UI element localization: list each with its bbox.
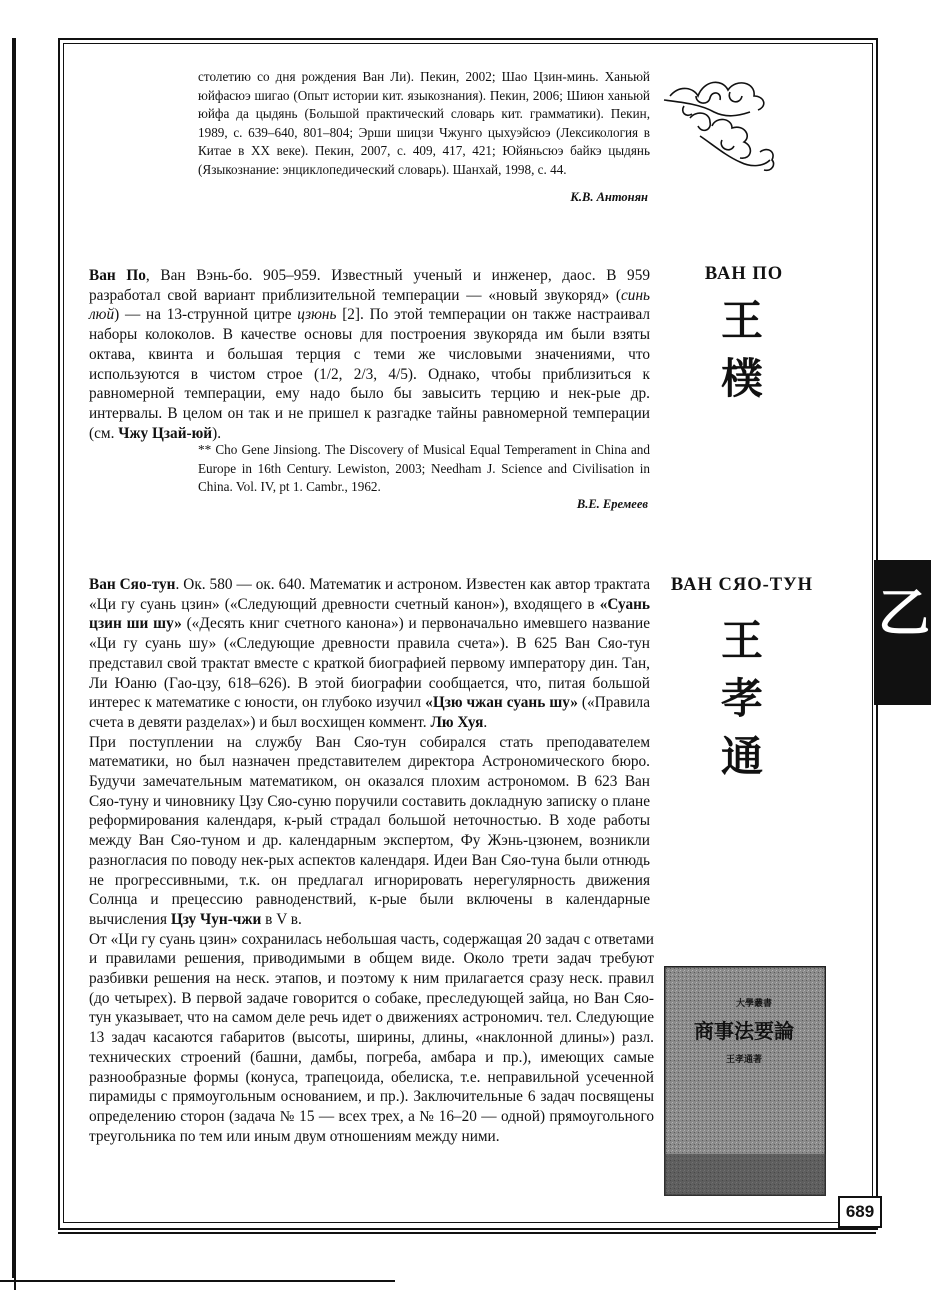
binding-line-taper	[14, 1262, 16, 1290]
cross-reference-link[interactable]: «Цзю чжан суань шу»	[425, 694, 578, 712]
page-number: 689	[838, 1196, 882, 1228]
entry-paragraph: От «Ци гу суань цзин» сохранилась небольшая часть, содержащая 20 задач с ответами и правилами решения, приводимыми в общем виде. Около трети задач требуют разбивки решения на неск. этапов, и поэтому к ним прилагается сразу неск. правил (до четырех). В первой задаче говорится о собаке, преследующей зайца, но Ван Сяо-тун указывает, что на самом деле речь идет о движениях астрономич. тел. Следующие 13 задач касаются габаритов (высоты, ширины, длины, «наклонной длины») разл. технических строений (башни, дамбы, погреба, амбара и пр.), имеющих самые разнообразные формы (конуса, трапецоида, обелиска, т.е. неправильной усеченной пирамиды с прямоугольным основанием, и пр.). Заключительные 6 задач посвящены определению сторон (задача № 15 — всех трех, а № 16–20 — одной) прямоугольного треугольника по тем или иным двум отношениям между ними.	[89, 930, 654, 1145]
cn-char: 王	[720, 296, 763, 345]
cross-reference-link[interactable]: Цзу Чун-чжи	[170, 910, 262, 928]
heading-wang-xiaotong: ВАН СЯО-ТУН	[670, 575, 814, 595]
cn-char: 孝	[720, 674, 763, 723]
cross-reference-link[interactable]: «Суань цзин ши шу»	[89, 595, 650, 633]
cross-reference-link[interactable]: Лю Хуя	[430, 713, 484, 731]
wang-po-author: В.Е. Еремеев	[576, 497, 648, 511]
entry-wang-xiaotong	[89, 575, 654, 1146]
cn-char: 樸	[720, 354, 763, 403]
section-tab-glyph: 乙	[878, 583, 931, 644]
cover-series: 大學叢書	[735, 999, 773, 1009]
cn-char: 通	[720, 732, 763, 781]
cn-char: 王	[720, 616, 763, 665]
entry-name: Ван Сяо-тун	[89, 576, 176, 593]
book-cover-photo	[664, 966, 826, 1196]
entry-wang-po	[89, 266, 650, 443]
cover-title: 商事法要論	[694, 1019, 794, 1043]
entry-paragraph: Ван Сяо-тун. Ок. 580 — ок. 640. Математик и астроном. Известен как автор трактата «Ци гу суань цзин» («Следующий древности счетный канон»), входящего в «Суань цзин ши шу» («Десять книг счетного канона») и первоначально имевшего название «Ци гу суань шу» («Следующие древности правила счета»). В 625 Ван Сяо-тун представил свой трактат вместе с краткой биографией первому императору дин. Тан, Ли Юаню (Гао-цзу, 618–626). В этой биографии сообщается, что, питая большой интерес к математике с юности, он глубоко изучил «Цзю чжан суань шу» («Правила счета в девяти разделах») и был восхищен коммент. Лю Хуя.	[89, 576, 650, 731]
heading-cn-wang-xiaotong	[692, 612, 792, 786]
cross-reference-link[interactable]: Чжу Цзай-юй	[118, 424, 213, 442]
page-frame-bottom-rule	[58, 1232, 876, 1234]
entry-paragraph: Ван По, Ван Вэнь-бо. 905–959. Известный ученый и инженер, даос. В 959 разработал свой вариант приблизительной темперации — «новый звукоряд» (синь люй) — на 13-струнной цитре цзюнь [2]. По этой темперации он также настраивал наборы колоколов. В качестве основы для построения звукоряда им были взяты октава, квинта и большая терция с теми же числовыми значениями, что используются в чистом строе (1/2, 2/3, 4/5). Однако, чтобы приблизиться к равномерной темперации, ему надо было бы завысить терцию и нек-рые др. интервалы. В целом он так и не пришел к разгадке тайны равномерной темперации (см. Чжу Цзай-юй).	[89, 267, 651, 442]
entry-name: Ван По	[89, 267, 146, 284]
cloud-ornament-icon	[660, 66, 780, 178]
cover-author: 王孝通著	[725, 1055, 763, 1065]
heading-wang-po: ВАН ПО	[704, 264, 784, 284]
top-references: столетию со дня рождения Ван Ли). Пекин, 2002; Шао Цзин-минь. Ханьюй юйфасюэ шигао (Опыт истории кит. языкознания). Пекин, 2006; Шиюн ханьюй юйфа да цыдянь (Большой практический словарь кит. грамматики). Пекин, 1989, с. 639–640, 801–804; Эрши шицзи Чжунго цыхуэйсюэ (Лексикология в Китае в XX веке). Пекин, 2007, с. 409, 417, 421; Юйяньсюэ байкэ цыдянь (Языкознание: энциклопедический словарь). Шанхай, 1998, с. 44.	[198, 69, 650, 177]
binding-line	[12, 38, 16, 1278]
top-author: К.В. Антонян	[570, 190, 648, 204]
bottom-stroke	[0, 1280, 395, 1282]
wang-po-references: ** Cho Gene Jinsiong. The Discovery of Musical Equal Temperament in China and Europe in 16th Century. Lewiston, 2003; Needham J. Science and Civilisation in China. Vol. IV, pt 1. Cambr., 1962.	[198, 442, 650, 495]
heading-cn-wang-po	[692, 292, 792, 408]
entry-paragraph: При поступлении на службу Ван Сяо-тун собирался стать преподавателем математики, но был назначен представителем директора Астрономического бюро. Будучи замечательным математиком, он оказался плохим астрономом. В 623 Ван Сяо-туну и чиновнику Цзу Сяо-суню поручили составить докладную записку о плане реформирования календаря, к-рый страдал большой неточностью. В ходе работы между Ван Сяо-туном и др. календарным экспертом, Фу Жэнь-цзюнем, возникли разногласия по поводу нек-рых аспектов календаря. Идеи Ван Сяо-туна были отнюдь не прогрессивными, т.к. он предлагал игнорировать нерегулярность движения Солнца и прецессию равноденствий, к-рые были включены в календарные вычисления Цзу Чун-чжи в V в.	[89, 733, 650, 928]
